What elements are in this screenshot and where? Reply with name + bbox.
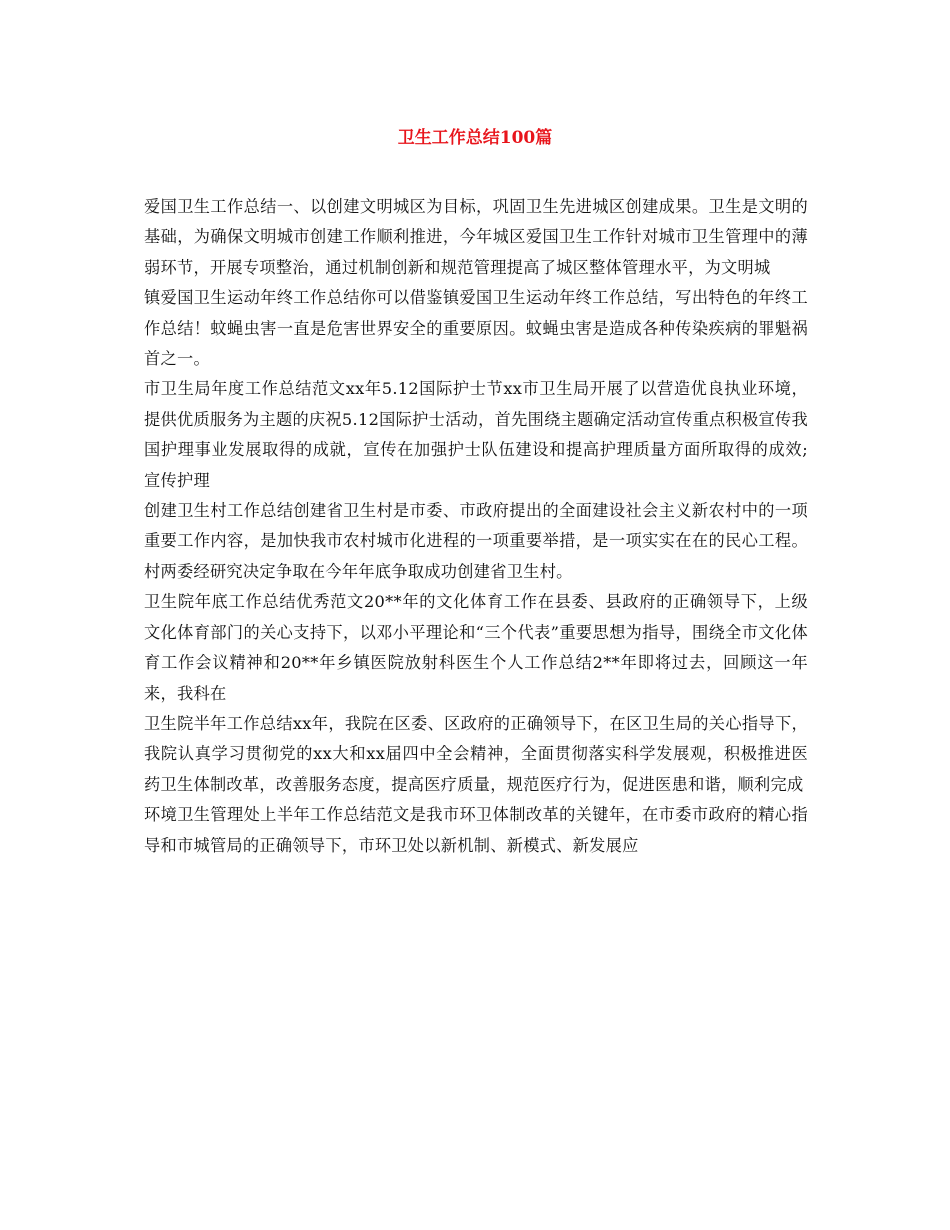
paragraph-3: 市卫生局年度工作总结范文xx年5.12国际护士节xx市卫生局开展了以营造优良执业环境，提供优质服务为主题的庆祝5.12国际护士活动，首先围绕主题确定活动宣传重点积极宣传我国护理事业发展取得的成就，宣传在加强护士队伍建设和提高护理质量方面所取得的成效;宣传护理 — [144, 379, 808, 490]
paragraph-1: 爱国卫生工作总结一、以创建文明城区为目标，巩固卫生先进城区创建成果。卫生是文明的基础，为确保文明城市创建工作顺利推进，今年城区爱国卫生工作针对城市卫生管理中的薄弱环节，开展专项整治，通过机制创新和规范管理提高了城区整体管理水平，为文明城 — [144, 197, 808, 277]
paragraph-7: 环境卫生管理处上半年工作总结范文是我市环卫体制改革的关键年，在市委市政府的精心指导和市城管局的正确领导下，市环卫处以新机制、新模式、新发展应 — [144, 805, 808, 855]
document-title: 卫生工作总结100篇 — [397, 128, 553, 148]
paragraph-5: 卫生院年底工作总结优秀范文20**年的文化体育工作在县委、县政府的正确领导下，上级文化体育部门的关心支持下，以邓小平理论和“三个代表”重要思想为指导，围绕全市文化体育工作会议精神和20**年乡镇医院放射科医生个人工作总结2**年即将过去，回顾这一年来，我科在 — [144, 592, 808, 703]
paragraph-2: 镇爱国卫生运动年终工作总结你可以借鉴镇爱国卫生运动年终工作总结，写出特色的年终工作总结！蚊蝇虫害一直是危害世界安全的重要原因。蚊蝇虫害是造成各种传染疾病的罪魁祸首之一。 — [144, 288, 808, 369]
document-body — [144, 192, 808, 861]
paragraph-6: 卫生院半年工作总结xx年，我院在区委、区政府的正确领导下，在区卫生局的关心指导下，我院认真学习贯彻党的xx大和xx届四中全会精神，全面贯彻落实科学发展观，积极推进医药卫生体制改革，改善服务态度，提高医疗质量，规范医疗行为，促进医患和谐，顺利完成 — [144, 713, 808, 794]
paragraph-4: 创建卫生村工作总结创建省卫生村是市委、市政府提出的全面建设社会主义新农村中的一项重要工作内容，是加快我市农村城市化进程的一项重要举措，是一项实实在在的民心工程。村两委经研究决定争取在今年年底争取成功创建省卫生村。 — [144, 501, 808, 581]
